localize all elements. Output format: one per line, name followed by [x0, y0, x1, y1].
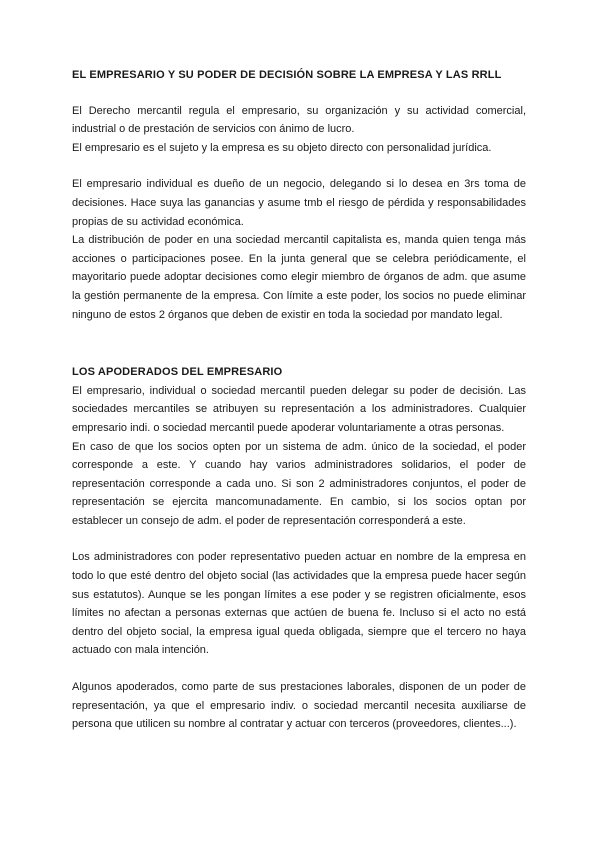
paragraph-sujeto-objeto: El empresario es el sujeto y la empresa es su objeto directo con personalidad jurídica.	[72, 141, 492, 154]
paragraph-distribucion-poder: La distribución de poder en una sociedad mercantil capitalista es, manda quien tenga más acciones o participaciones posee. En la junta general que se celebra periódicamente, el mayoritario puede adoptar decisiones como elegir miembro de órganos de adm. que asume la gestión permanente de la empresa. Con límite a este poder, los socios no puede eliminar ninguno de estos 2 órganos que deben de existir en toda la sociedad por mandato legal.	[72, 234, 526, 321]
paragraph-sistema-administracion: En caso de que los socios opten por un sistema de adm. único de la sociedad, el poder corresponde a este. Y cuando hay varios administradores solidarios, el poder de representación corresponde a cada uno. Si son 2 administradores conjuntos, el poder de representación se ejercita mancomunadamente. En cambio, si los socios optan por establecer un consejo de adm. el poder de representación corresponderá a este.	[72, 440, 526, 527]
paragraph-empresario-individual: El empresario individual es dueño de un negocio, delegando si lo desea en 3rs toma de decisiones. Hace suya las ganancias y asume tmb el riesgo de pérdida y responsabilidades propias de su actividad económica.	[72, 178, 526, 228]
paragraph-derecho-mercantil: El Derecho mercantil regula el empresario, su organización y su actividad comercial, industrial o de prestación de servicios con ánimo de lucro.	[72, 104, 526, 136]
paragraph-delegar-poder: El empresario, individual o sociedad mercantil pueden delegar su poder de decisión. Las sociedades mercantiles se atribuyen su representación a los administradores. Cualquier empresario indi. o sociedad mercantil puede apoderar voluntariamente a otras personas.	[72, 384, 526, 434]
paragraph-apoderados-laborales: Algunos apoderados, como parte de sus prestaciones laborales, disponen de un poder de representación, ya que el empresario indiv. o sociedad mercantil necesita auxiliarse de persona que utilicen su nombre al contratar y actuar con terceros (proveedores, clientes...).	[72, 681, 526, 731]
document-title: EL EMPRESARIO Y SU PODER DE DECISIÓN SOBRE LA EMPRESA Y LAS RRLL	[72, 69, 502, 81]
paragraph-poder-representativo: Los administradores con poder representativo pueden actuar en nombre de la empresa en todo lo que esté dentro del objeto social (las actividades que la empresa puede hacer según sus estatutos). Aunque se les pongan límites a ese poder y se registren oficialmente, esos límites no afectan a personas externas que actúen de buena fe. Incluso si el acto no está dentro del objeto social, la empresa igual queda obligada, siempre que el tercero no haya actuado con mala intención.	[72, 551, 526, 657]
section-heading-apoderados: LOS APODERADOS DEL EMPRESARIO	[72, 366, 283, 379]
document-page	[72, 66, 526, 734]
